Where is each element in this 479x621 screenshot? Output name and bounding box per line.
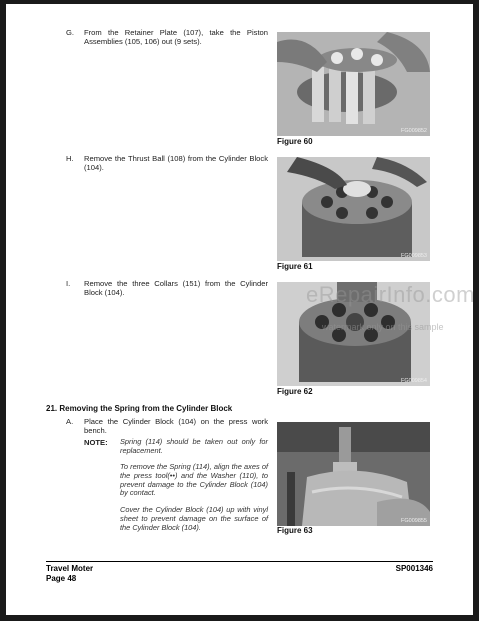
section-title: 21. Removing the Spring from the Cylinder Block xyxy=(46,404,233,413)
footer-page: Page 48 xyxy=(46,574,77,583)
step-text-h: Remove the Thrust Ball (108) from the Cylinder Block (104). xyxy=(84,154,268,173)
step-letter-i: I. xyxy=(66,279,71,288)
step-letter-g: G. xyxy=(66,28,75,37)
figure-60-photo xyxy=(277,32,430,136)
figure-63-code: FG009855 xyxy=(401,518,427,524)
footer-rule xyxy=(46,561,433,562)
note-3: Cover the Cylinder Block (104) up with vinyl sheet to prevent damage on the surface of the Cylinder Block (104). xyxy=(120,505,268,532)
figure-63-photo xyxy=(277,422,430,526)
watermark-main: eRepairInfo.com xyxy=(306,282,475,307)
figure-60-code: FG009852 xyxy=(401,128,427,134)
section-step-letter: A. xyxy=(66,417,74,426)
figure-63-caption: Figure 63 xyxy=(277,526,313,535)
step-letter-h: H. xyxy=(66,154,74,163)
figure-61-caption: Figure 61 xyxy=(277,262,313,271)
figure-60-caption: Figure 60 xyxy=(277,137,313,146)
watermark-sub: watermark only on this sample xyxy=(322,322,444,332)
footer-code: SP001346 xyxy=(395,564,433,573)
footer-title: Travel Moter xyxy=(46,564,94,573)
manual-page xyxy=(6,4,473,615)
note-1: Spring (114) should be taken out only for replacement. xyxy=(120,437,268,455)
figure-61-photo xyxy=(277,157,430,261)
figure-61-code: FG009853 xyxy=(401,253,427,259)
step-text-g: From the Retainer Plate (107), take the Piston Assemblies (105, 106) out (9 sets). xyxy=(84,28,268,47)
step-text-i: Remove the three Collars (151) from the Cylinder Block (104). xyxy=(84,279,268,298)
note-2: To remove the Spring (114), align the axes of the press tool(••) and the Washer (110), to prevent damage to the Cylinder Block (104) by contact. xyxy=(120,462,268,498)
figure-62-caption: Figure 62 xyxy=(277,387,313,396)
section-step-text: Place the Cylinder Block (104) on the press work bench. xyxy=(84,417,268,436)
figure-62-code: FG009854 xyxy=(401,378,427,384)
note-label: NOTE: xyxy=(84,438,108,447)
